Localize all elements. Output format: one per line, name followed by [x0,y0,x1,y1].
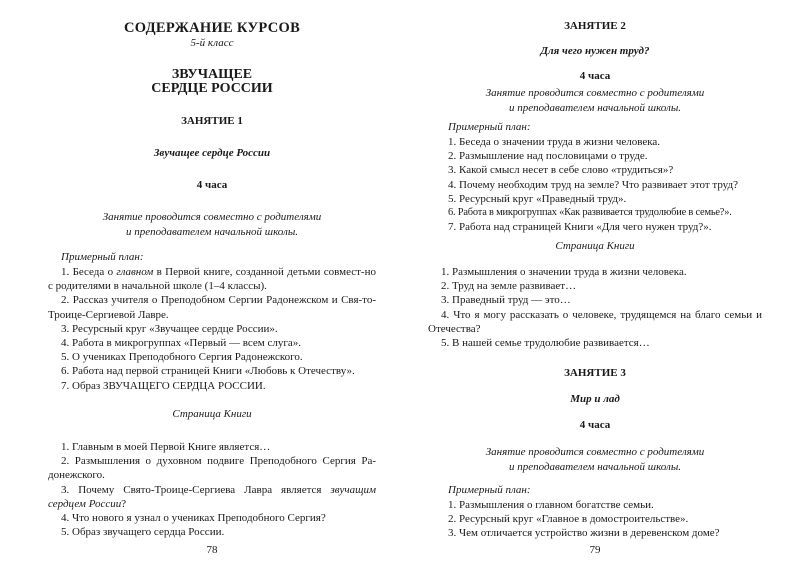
list-item: 5. В нашей семье трудолюбие развивается… [441,337,650,350]
course-title-line1: ЗВУЧАЩЕЕ [171,67,253,82]
list-item: 1. Беседа о главном в Первой книге, созданной детьми совмест-но с родителями в начальной школе (1–4 классы). [48,266,376,293]
list-item: 1. Размышления о значении труда в жизни человека. [441,266,687,278]
list-item: 4. Почему необходим труд на земле? Что развивает этот труд? [448,178,738,191]
list-item: 5. О учениках Преподобного Сергия Радонежского. [61,351,303,364]
plan-list [48,265,376,393]
list-item: 6. Работа в микрогруппах «Как развивается трудолюбие в семье?». [448,207,732,219]
list-item: 4. Что я могу рассказать о человеке, трудящемся на благо семьи и Отечества? [428,308,762,335]
note-line: и преподавателем начальной школы. [508,460,682,473]
list-item: 2. Размышления о духовном подвиге Преподобного Сергия Ра-донежского. [48,455,376,482]
note-line: Занятие проводится совместно с родителями [485,87,705,99]
note-line: Занятие проводится совместно с родителями [102,211,322,223]
book-list [48,440,376,539]
list-item: 2. Размышление над пословицами о труде. [448,150,648,163]
list-item: 3. Чем отличается устройство жизни в деревенском доме? [448,527,720,540]
plan-heading: Примерный план: [61,251,144,263]
lesson-hours: 4 часа [579,419,611,431]
list-item: 4. Работа в микрогруппах «Первый — всем слуга». [61,337,301,350]
page-number: 79 [589,544,601,556]
course-title-line2: СЕРДЦЕ РОССИИ [151,81,273,96]
list-item: 3. Ресурсный круг «Звучащее сердце России». [61,322,278,335]
note-line: Занятие проводится совместно с родителями [485,446,705,458]
plan-heading: Примерный план: [448,121,531,133]
list-item: 5. Образ звучащего сердца России. [61,526,225,539]
lesson-label: ЗАНЯТИЕ 3 [564,367,626,379]
list-item: 7. Работа над страницей Книги «Для чего нужен труд?». [448,221,712,234]
section-header: СОДЕРЖАНИЕ КУРСОВ [123,20,301,36]
list-item: 3. Почему Свято-Троице-Сергиева Лавра является звучащим сердцем России? [48,483,376,510]
plan-heading: Примерный план: [448,484,531,496]
lesson-title: Для чего нужен труд? [540,45,650,57]
book-list [428,265,762,350]
note-line: и преподавателем начальной школы. [125,225,299,238]
list-item: 5. Ресурсный круг «Праведный труд». [448,192,627,205]
list-item: 1. Беседа о значении труда в жизни человека. [448,136,661,148]
list-item: 1. Главным в моей Первой Книге является… [61,441,271,453]
list-item: 3. Праведный труд — это… [441,294,571,307]
list-item: 3. Какой смысл несет в себе слово «трудиться»? [448,164,674,177]
right-page [428,0,762,566]
list-item: 2. Ресурсный круг «Главное в домостроительстве». [448,513,689,526]
grade-label: 5-й класс [190,37,234,49]
book-page-heading: Страница Книги [172,408,252,420]
lesson-label: ЗАНЯТИЕ 2 [564,20,626,32]
list-item: 7. Образ ЗВУЧАЩЕГО СЕРДЦА РОССИИ. [61,379,266,392]
lesson-note [428,445,762,474]
plan-list [448,135,762,234]
list-item: 4. Что нового я узнал о учениках Преподобного Сергия? [61,512,326,525]
note-line: и преподавателем начальной школы. [508,101,682,114]
left-page [48,0,376,566]
list-item: 2. Труд на земле развивает… [441,280,577,293]
book-page-heading: Страница Книги [555,240,635,252]
page-number: 78 [206,544,218,556]
lesson-hours: 4 часа [196,179,228,191]
lesson-title: Звучащее сердце России [153,147,271,159]
list-item: 1. Размышления о главном богатстве семьи. [448,499,654,511]
plan-list [448,498,762,541]
lesson-hours: 4 часа [579,70,611,82]
lesson-title: Мир и лад [570,393,620,405]
list-item: 2. Рассказ учителя о Преподобном Сергии Радонежском и Свя-то-Троице-Сергиевой Лавре. [48,294,376,321]
list-item: 6. Работа над первой страницей Книги «Любовь к Отечеству». [61,365,355,378]
lesson-label: ЗАНЯТИЕ 1 [181,115,243,127]
lesson-note [48,210,376,239]
lesson-note [428,86,762,115]
